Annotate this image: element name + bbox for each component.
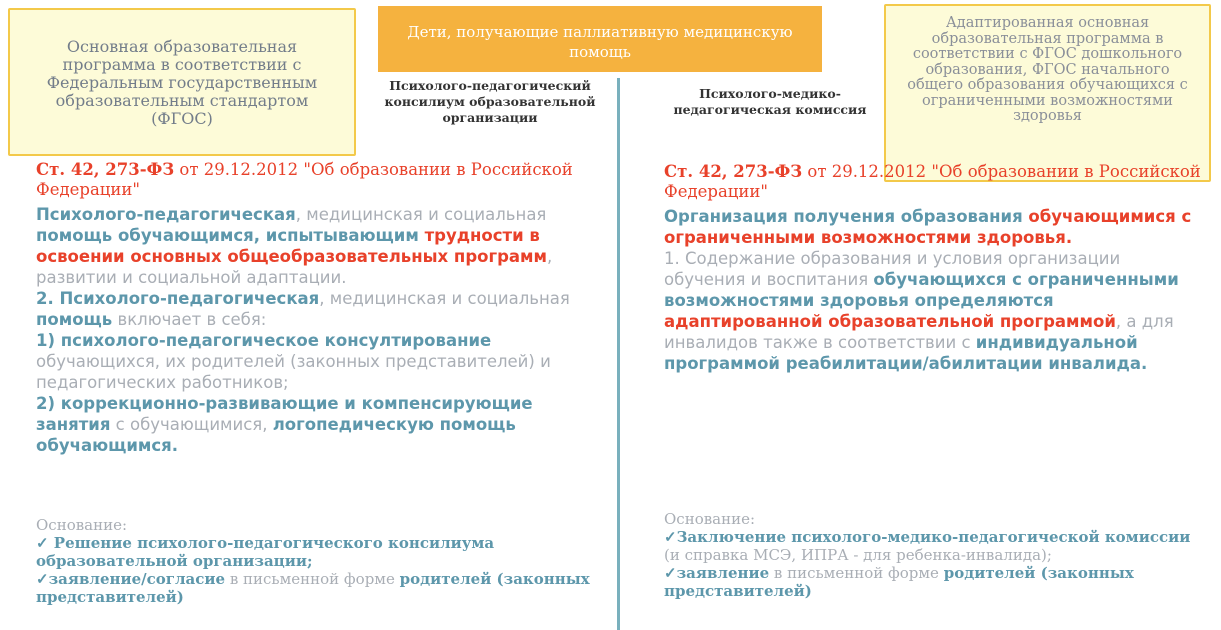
ppk-heading: Психолого-педагогический консилиум образовательной организации bbox=[384, 78, 596, 125]
right-law-date: от 29.12.2012 "Об образовании в Российской Федерации" bbox=[664, 162, 1201, 201]
right-law-reference bbox=[664, 162, 1204, 202]
left-basis-item-2: ✓заявление/согласие в письменной форме родителей (законных представителей) bbox=[36, 570, 590, 606]
right-paragraph-2: 1. Содержание образования и условия организации обучения и воспитания обучающихся с ограниченными возможностями здоровья определяются адаптированной образовательной программой, а для инвалидов также в соответствии с индивидуальной программой реабилитации/абилитации инвалида. bbox=[664, 249, 1179, 373]
palliative-children-text: Дети, получающие паллиативную медицинскую помощь bbox=[407, 23, 793, 61]
pmpk-heading: Психолого-медико-педагогическая комиссия bbox=[673, 86, 867, 117]
left-law-reference bbox=[36, 160, 606, 200]
left-basis-item-1: ✓ Решение психолого-педагогического консилиума образовательной организации; bbox=[36, 534, 495, 570]
left-law-date: от 29.12.2012 "Об образовании в Российской Федерации" bbox=[36, 160, 573, 199]
left-paragraph-3: 1) психолого-педагогическое консултирование обучающихся, их родителей (законных представителей) и педагогических работников; bbox=[36, 331, 551, 392]
right-paragraph-1: Организация получения образования обучающимися с ограниченными возможностями здоровья. bbox=[664, 207, 1192, 247]
left-basis bbox=[36, 516, 596, 606]
adapted-program-text: Адаптированная основная образовательная программа в соответствии с ФГОС дошкольного образования, ФГОС начального общего образования обучающихся с ограниченными возможностями здоровья bbox=[907, 15, 1188, 124]
right-basis-item-1: ✓Заключение психолого-медико-педагогической комиссии bbox=[664, 528, 1191, 546]
left-paragraph-1: Психолого-педагогическая, медицинская и социальная помощь обучающимся, испытывающим трудности в освоении основных общеобразовательных программ, развитии и социальной адаптации. bbox=[36, 205, 553, 287]
right-basis-item-3: ✓заявление в письменной форме родителей (законных представителей) bbox=[664, 564, 1134, 600]
main-program-text: Основная образовательная программа в соответствии с Федеральным государственным образовательным стандартом (ФГОС) bbox=[46, 37, 318, 128]
left-paragraph-4: 2) коррекционно-развивающие и компенсирующие занятия с обучающимися, логопедическую помощь обучающимся. bbox=[36, 394, 533, 455]
column-divider bbox=[617, 78, 620, 630]
left-basis-title: Основание: bbox=[36, 516, 128, 534]
main-program-box bbox=[8, 8, 356, 156]
right-column bbox=[664, 162, 1204, 374]
left-paragraph-2: 2. Психолого-педагогическая, медицинская и социальная помощь включает в себя: bbox=[36, 289, 570, 329]
left-column bbox=[36, 160, 606, 456]
adapted-program-box bbox=[884, 4, 1211, 182]
palliative-children-banner bbox=[378, 6, 822, 72]
right-basis-item-2: (и справка МСЭ, ИПРА - для ребенка-инвалида); bbox=[664, 546, 1052, 564]
left-law-number: Ст. 42, 273-ФЗ bbox=[36, 160, 175, 179]
right-basis bbox=[664, 510, 1204, 600]
right-basis-title: Основание: bbox=[664, 510, 756, 528]
right-law-number: Ст. 42, 273-ФЗ bbox=[664, 162, 803, 181]
